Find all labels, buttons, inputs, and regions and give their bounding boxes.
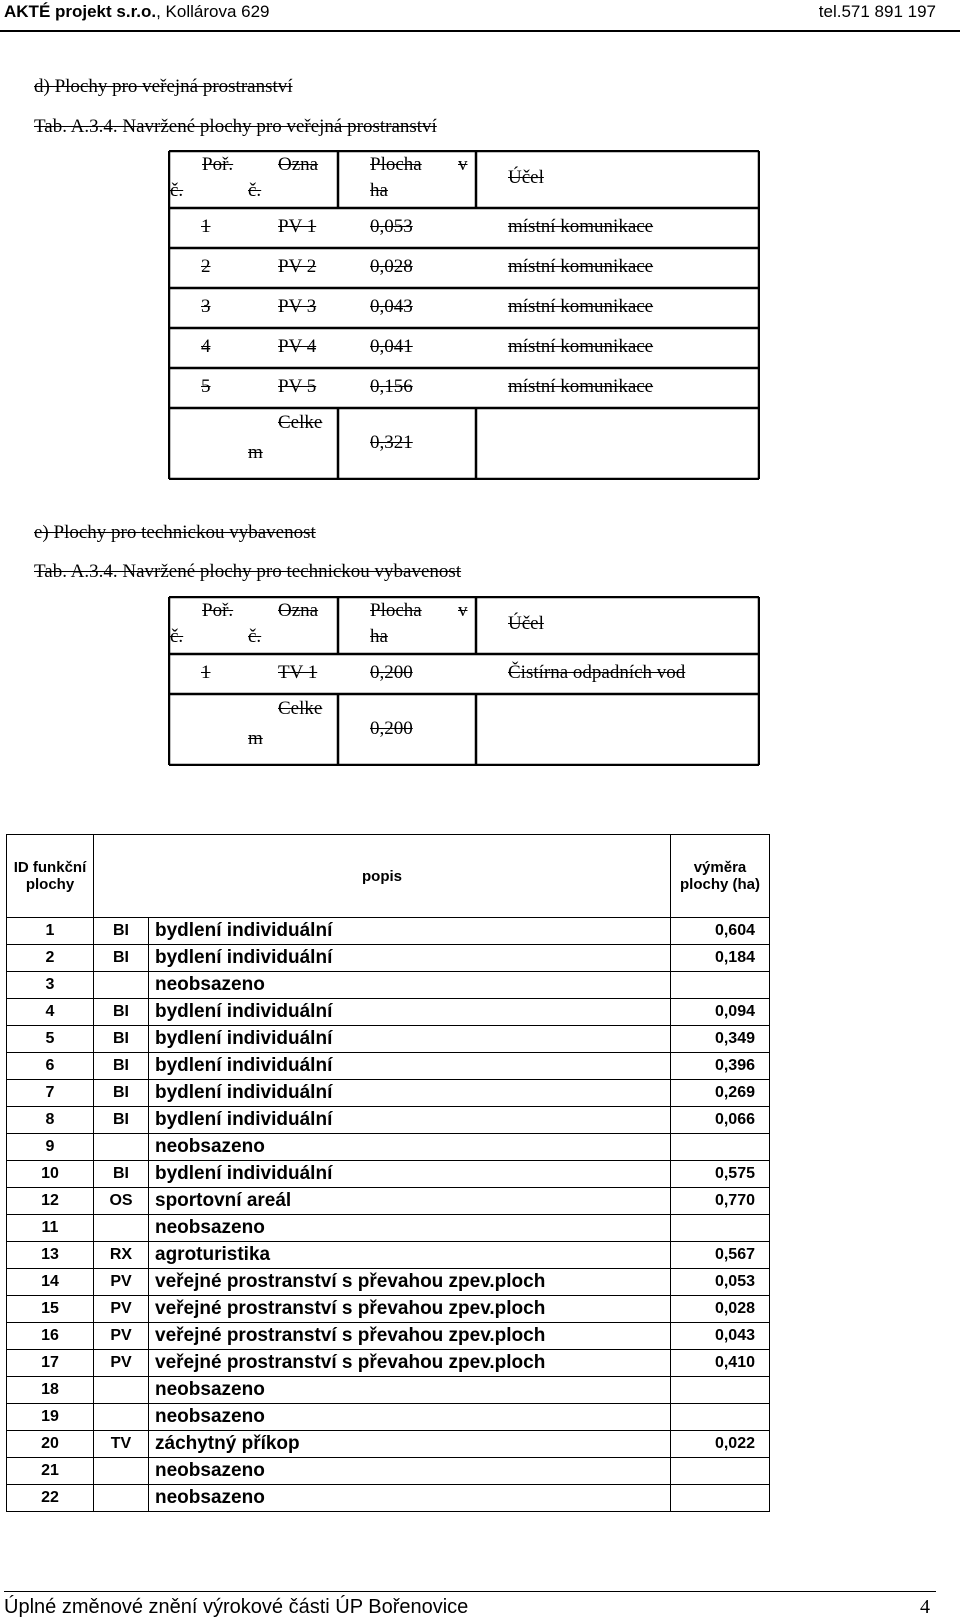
row-area: 0,410 bbox=[671, 1350, 770, 1377]
row-id: 22 bbox=[7, 1485, 94, 1512]
row-code: PV 5 bbox=[278, 376, 317, 397]
row-description: bydlení individuální bbox=[149, 945, 671, 972]
table-row bbox=[7, 945, 770, 972]
row-description: bydlení individuální bbox=[149, 1161, 671, 1188]
row-area: 0,567 bbox=[671, 1242, 770, 1269]
row-description: veřejné prostranství s převahou zpev.ploch bbox=[149, 1296, 671, 1323]
header-phone: tel.571 891 197 bbox=[818, 2, 936, 21]
table-row bbox=[7, 1350, 770, 1377]
row-code: OS bbox=[94, 1188, 149, 1215]
col-plocha-v: v bbox=[458, 600, 468, 621]
row-area bbox=[671, 1377, 770, 1404]
row-id: 3 bbox=[7, 972, 94, 999]
table-row bbox=[7, 999, 770, 1026]
row-code: BI bbox=[94, 999, 149, 1026]
col-ucel-header: Účel bbox=[508, 167, 544, 188]
col-popis-header: popis bbox=[94, 835, 671, 918]
row-area: 0,770 bbox=[671, 1188, 770, 1215]
section-e-table-title: Tab. A.3.4. Navržené plochy pro technickou vybavenost bbox=[34, 561, 462, 582]
col-por-header-2: č. bbox=[170, 626, 184, 647]
row-code: BI bbox=[94, 1161, 149, 1188]
table-row bbox=[7, 1080, 770, 1107]
table-row bbox=[7, 1026, 770, 1053]
row-number: 5 bbox=[201, 376, 211, 397]
row-description: neobsazeno bbox=[149, 1485, 671, 1512]
row-code bbox=[94, 1134, 149, 1161]
row-area: 0,022 bbox=[671, 1431, 770, 1458]
col-por-header: Poř. bbox=[202, 154, 234, 175]
table-row bbox=[7, 1296, 770, 1323]
col-por-header: Poř. bbox=[202, 600, 234, 621]
row-area: 0,184 bbox=[671, 945, 770, 972]
table-row bbox=[7, 1161, 770, 1188]
row-id: 1 bbox=[7, 918, 94, 945]
row-code: BI bbox=[94, 1107, 149, 1134]
row-id: 12 bbox=[7, 1188, 94, 1215]
table-row bbox=[7, 1053, 770, 1080]
total-label-2: m bbox=[248, 442, 263, 463]
row-area bbox=[671, 972, 770, 999]
table-row bbox=[7, 1134, 770, 1161]
header-rule bbox=[0, 30, 960, 32]
row-area: 0,604 bbox=[671, 918, 770, 945]
row-code bbox=[94, 1485, 149, 1512]
row-id: 8 bbox=[7, 1107, 94, 1134]
col-por-header-2: č. bbox=[170, 180, 184, 201]
table-header-row bbox=[7, 835, 770, 918]
row-area: 0,349 bbox=[671, 1026, 770, 1053]
table-row bbox=[7, 1458, 770, 1485]
row-code: PV bbox=[94, 1296, 149, 1323]
row-id: 10 bbox=[7, 1161, 94, 1188]
col-ucel-header: Účel bbox=[508, 613, 544, 634]
table-row bbox=[7, 1215, 770, 1242]
row-code: PV 4 bbox=[278, 336, 317, 357]
row-area: 0,043 bbox=[370, 296, 413, 317]
section-d-heading: d) Plochy pro veřejná prostranství bbox=[34, 76, 293, 97]
col-ozn-header-2: č. bbox=[248, 626, 262, 647]
row-description: neobsazeno bbox=[149, 1377, 671, 1404]
row-code: RX bbox=[94, 1242, 149, 1269]
row-area: 0,053 bbox=[370, 216, 413, 237]
row-id: 4 bbox=[7, 999, 94, 1026]
row-area: 0,041 bbox=[370, 336, 413, 357]
row-description: neobsazeno bbox=[149, 1134, 671, 1161]
total-value: 0,321 bbox=[370, 432, 413, 453]
footer-rule bbox=[4, 1591, 936, 1592]
row-id: 17 bbox=[7, 1350, 94, 1377]
row-code: BI bbox=[94, 1080, 149, 1107]
company-name: AKTÉ projekt s.r.o. bbox=[4, 2, 157, 21]
col-plocha-header-2: ha bbox=[370, 180, 388, 201]
row-purpose: místní komunikace bbox=[508, 376, 654, 397]
row-code: PV bbox=[94, 1323, 149, 1350]
col-ozn-header: Ozna bbox=[278, 154, 319, 175]
row-id: 13 bbox=[7, 1242, 94, 1269]
row-area: 0,575 bbox=[671, 1161, 770, 1188]
section-e-heading: e) Plochy pro technickou vybavenost bbox=[34, 522, 316, 543]
row-purpose: místní komunikace bbox=[508, 296, 654, 317]
row-area: 0,094 bbox=[671, 999, 770, 1026]
row-area: 0,028 bbox=[671, 1296, 770, 1323]
col-plocha-header: Plocha bbox=[370, 600, 422, 621]
table-row bbox=[7, 1377, 770, 1404]
row-code: BI bbox=[94, 945, 149, 972]
public-space-table bbox=[168, 150, 760, 480]
row-code: PV 1 bbox=[278, 216, 317, 237]
total-label-2: m bbox=[248, 728, 263, 749]
table-row bbox=[7, 1431, 770, 1458]
row-area bbox=[671, 1134, 770, 1161]
row-id: 6 bbox=[7, 1053, 94, 1080]
col-ozn-header: Ozna bbox=[278, 600, 319, 621]
row-area bbox=[671, 1485, 770, 1512]
row-area: 0,269 bbox=[671, 1080, 770, 1107]
row-id: 14 bbox=[7, 1269, 94, 1296]
row-code: BI bbox=[94, 1026, 149, 1053]
row-description: neobsazeno bbox=[149, 1215, 671, 1242]
row-purpose: místní komunikace bbox=[508, 336, 654, 357]
row-code bbox=[94, 1458, 149, 1485]
row-description: neobsazeno bbox=[149, 972, 671, 999]
row-description: bydlení individuální bbox=[149, 1053, 671, 1080]
row-id: 18 bbox=[7, 1377, 94, 1404]
table-row bbox=[7, 1242, 770, 1269]
row-id: 11 bbox=[7, 1215, 94, 1242]
table-row bbox=[7, 918, 770, 945]
col-plocha-v: v bbox=[458, 154, 468, 175]
row-code: TV 1 bbox=[278, 662, 318, 683]
row-description: bydlení individuální bbox=[149, 918, 671, 945]
row-code: PV 3 bbox=[278, 296, 317, 317]
footer-title: Úplné změnové znění výrokové části ÚP Bořenovice bbox=[4, 1596, 469, 1618]
header-company bbox=[4, 2, 270, 22]
table-row bbox=[7, 972, 770, 999]
row-id: 15 bbox=[7, 1296, 94, 1323]
row-code: BI bbox=[94, 1053, 149, 1080]
company-address: , Kollárova 629 bbox=[156, 2, 270, 21]
row-number: 4 bbox=[201, 336, 211, 357]
row-id: 7 bbox=[7, 1080, 94, 1107]
row-description: bydlení individuální bbox=[149, 1026, 671, 1053]
row-area bbox=[671, 1215, 770, 1242]
col-ozn-header-2: č. bbox=[248, 180, 262, 201]
col-plocha-header: Plocha bbox=[370, 154, 422, 175]
row-area: 0,066 bbox=[671, 1107, 770, 1134]
row-description: veřejné prostranství s převahou zpev.ploch bbox=[149, 1269, 671, 1296]
row-id: 5 bbox=[7, 1026, 94, 1053]
row-area bbox=[671, 1404, 770, 1431]
row-code: PV 2 bbox=[278, 256, 317, 277]
row-description: veřejné prostranství s převahou zpev.ploch bbox=[149, 1350, 671, 1377]
total-label: Celke bbox=[278, 412, 323, 433]
page-number: 4 bbox=[920, 1596, 930, 1618]
table-row bbox=[7, 1269, 770, 1296]
row-code bbox=[94, 1404, 149, 1431]
row-number: 1 bbox=[201, 662, 211, 683]
col-plocha-header-2: ha bbox=[370, 626, 388, 647]
col-vymera-header: výměra plochy (ha) bbox=[671, 835, 770, 918]
section-d-table-title: Tab. A.3.4. Navržené plochy pro veřejná prostranství bbox=[34, 116, 437, 137]
row-description: bydlení individuální bbox=[149, 999, 671, 1026]
table-row bbox=[7, 1107, 770, 1134]
row-id: 20 bbox=[7, 1431, 94, 1458]
row-description: záchytný příkop bbox=[149, 1431, 671, 1458]
row-description: bydlení individuální bbox=[149, 1107, 671, 1134]
table-row bbox=[7, 1323, 770, 1350]
row-description: neobsazeno bbox=[149, 1404, 671, 1431]
table-row bbox=[7, 1188, 770, 1215]
row-id: 9 bbox=[7, 1134, 94, 1161]
col-id-header: ID funkční plochy bbox=[7, 835, 94, 918]
row-number: 2 bbox=[201, 256, 211, 277]
total-label: Celke bbox=[278, 698, 323, 719]
row-description: neobsazeno bbox=[149, 1458, 671, 1485]
row-code bbox=[94, 1377, 149, 1404]
table-row bbox=[7, 1485, 770, 1512]
row-number: 3 bbox=[201, 296, 211, 317]
row-area: 0,396 bbox=[671, 1053, 770, 1080]
technical-table bbox=[168, 596, 760, 766]
row-description: bydlení individuální bbox=[149, 1080, 671, 1107]
row-code: BI bbox=[94, 918, 149, 945]
row-area: 0,156 bbox=[370, 376, 413, 397]
row-code: PV bbox=[94, 1269, 149, 1296]
row-description: sportovní areál bbox=[149, 1188, 671, 1215]
row-id: 19 bbox=[7, 1404, 94, 1431]
row-area bbox=[671, 1458, 770, 1485]
row-description: agroturistika bbox=[149, 1242, 671, 1269]
row-id: 16 bbox=[7, 1323, 94, 1350]
row-purpose: místní komunikace bbox=[508, 216, 654, 237]
row-area: 0,043 bbox=[671, 1323, 770, 1350]
row-code: PV bbox=[94, 1350, 149, 1377]
row-purpose: místní komunikace bbox=[508, 256, 654, 277]
row-code: TV bbox=[94, 1431, 149, 1458]
row-area: 0,028 bbox=[370, 256, 413, 277]
row-code bbox=[94, 972, 149, 999]
total-value: 0,200 bbox=[370, 718, 413, 739]
row-id: 2 bbox=[7, 945, 94, 972]
row-area: 0,053 bbox=[671, 1269, 770, 1296]
row-code bbox=[94, 1215, 149, 1242]
row-description: veřejné prostranství s převahou zpev.ploch bbox=[149, 1323, 671, 1350]
row-area: 0,200 bbox=[370, 662, 413, 683]
functional-areas-table bbox=[6, 834, 770, 1512]
row-id: 21 bbox=[7, 1458, 94, 1485]
table-row bbox=[7, 1404, 770, 1431]
row-purpose: Čistírna odpadních vod bbox=[508, 662, 686, 683]
row-number: 1 bbox=[201, 216, 211, 237]
